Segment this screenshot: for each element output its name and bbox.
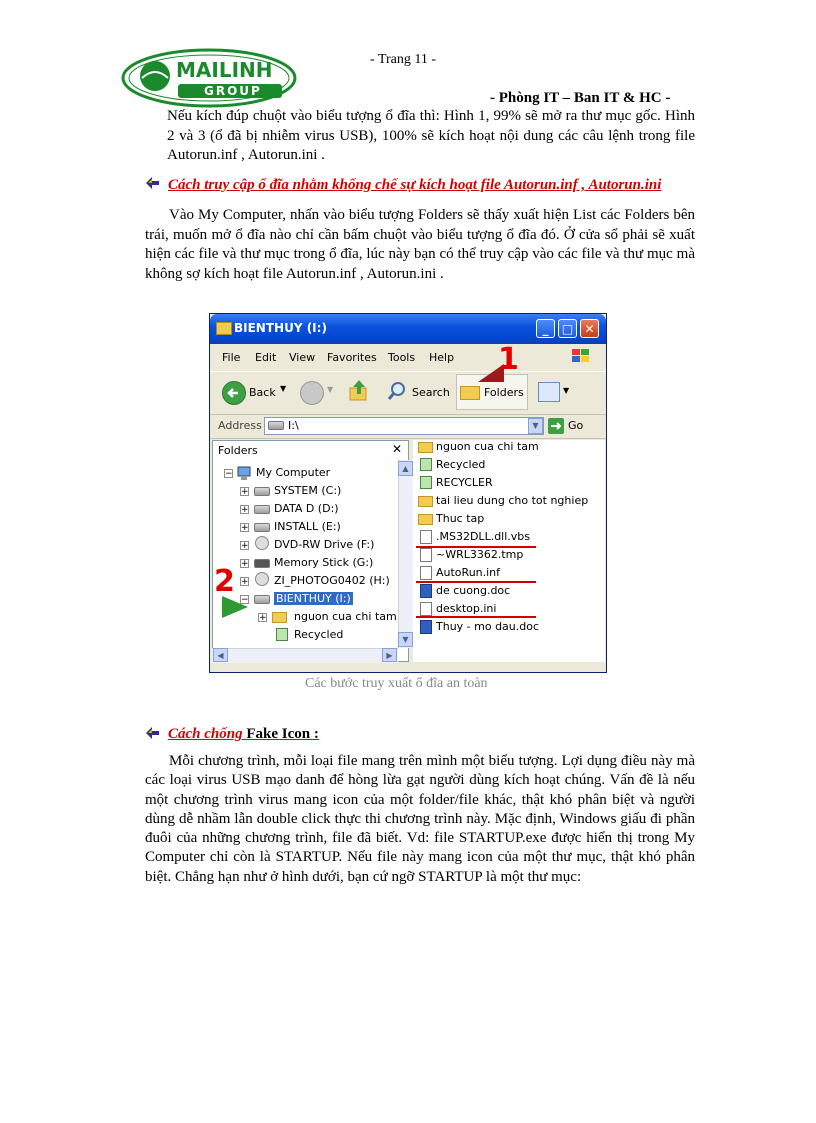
menu-edit[interactable]: Edit: [255, 351, 277, 364]
expand-icon[interactable]: +: [241, 505, 249, 515]
forward-dropdown-icon[interactable]: ▼: [327, 385, 334, 394]
views-icon[interactable]: [538, 382, 560, 402]
tree-item-system[interactable]: SYSTEM (C:): [274, 484, 342, 497]
menu-view[interactable]: View: [289, 351, 316, 364]
figure-caption: Các bước truy xuất ổ đĩa an toàn: [305, 676, 488, 691]
drive-icon: [254, 523, 270, 532]
section-heading-access: Cách truy cập ổ đĩa nhằm khống chế sự kích hoạt file Autorun.inf , Autorun.ini: [168, 177, 662, 193]
forward-arrow-icon[interactable]: [300, 381, 324, 405]
word-doc-icon: [420, 584, 432, 598]
menu-tools[interactable]: Tools: [388, 351, 416, 364]
tree-item-recycled[interactable]: Recycled: [294, 628, 344, 641]
highlight-underline: [416, 581, 536, 583]
scroll-up-icon[interactable]: ▲: [398, 461, 413, 476]
folders-pane-title: Folders: [218, 444, 258, 457]
menu-favorites[interactable]: Favorites: [327, 351, 377, 364]
maximize-button[interactable]: □: [558, 319, 577, 338]
folder-icon: [418, 514, 433, 525]
marker-one: 1: [498, 342, 519, 377]
tree-item-my-computer[interactable]: My Computer: [256, 466, 331, 479]
window-title: BIENTHUY (I:): [234, 321, 327, 335]
go-button[interactable]: Go: [568, 419, 584, 432]
tree-item-dvd[interactable]: DVD-RW Drive (F:): [274, 538, 375, 551]
tree-item-install[interactable]: INSTALL (E:): [274, 520, 341, 533]
file-item[interactable]: ~WRL3362.tmp: [436, 548, 524, 561]
up-folder-icon[interactable]: [347, 378, 371, 404]
close-pane-icon[interactable]: ✕: [392, 442, 403, 456]
search-button[interactable]: Search: [412, 386, 450, 399]
tree-item-bienthuy[interactable]: BIENTHUY (I:): [276, 592, 351, 605]
intro-paragraph: Nếu kích đúp chuột vào biểu tượng ổ đĩa thì: Hình 1, 99% sẽ mở ra thư mục gốc. Hình 2 và 3 (ổ đã bị nhiễm virus USB), 100% sẽ kích hoạt nội dung các câu lệnh trong file Autorun.inf , Autorun.ini .: [167, 108, 695, 163]
address-dropdown-icon[interactable]: ▼: [528, 418, 543, 434]
file-item[interactable]: Thuy - mo dau.doc: [436, 620, 540, 633]
views-dropdown-icon[interactable]: ▼: [563, 386, 570, 395]
recycle-bin-icon: [420, 476, 432, 489]
file-item[interactable]: de cuong.doc: [436, 584, 511, 597]
expand-icon[interactable]: +: [241, 559, 249, 569]
folders-button-label: Folders: [484, 386, 524, 399]
tree-item-nguon[interactable]: nguon cua chi tam: [294, 610, 397, 623]
bullet-icon: [145, 176, 160, 190]
go-arrow-icon[interactable]: [548, 418, 564, 434]
pointer-arrow-icon: [220, 594, 250, 620]
tree-item-data-d[interactable]: DATA D (D:): [274, 502, 339, 515]
section-heading-fake-icon: [168, 726, 319, 743]
drive-icon: [254, 505, 270, 514]
bullet-icon: [145, 726, 160, 740]
close-button[interactable]: ✕: [580, 319, 599, 338]
folder-icon: [216, 322, 232, 335]
scroll-right-icon[interactable]: ▶: [382, 648, 397, 662]
file-item[interactable]: .MS32DLL.dll.vbs: [436, 530, 531, 543]
minimize-button[interactable]: _: [536, 319, 555, 338]
dvd-drive-icon: [255, 536, 269, 550]
logo-text: MAILINH: [176, 58, 273, 82]
expand-icon[interactable]: +: [259, 613, 267, 623]
folder-icon: [418, 442, 433, 453]
expand-icon[interactable]: +: [241, 541, 249, 551]
windows-flag-icon: [570, 347, 592, 365]
department-label: - Phòng IT – Ban IT & HC -: [490, 90, 671, 106]
file-item[interactable]: tai lieu dung cho tot nghiep: [436, 494, 589, 507]
expand-icon[interactable]: +: [241, 577, 249, 587]
inf-file-icon: [420, 566, 432, 580]
page-number: - Trang 11 -: [370, 52, 436, 67]
back-dropdown-icon[interactable]: ▼: [280, 384, 287, 393]
menu-file[interactable]: File: [222, 351, 241, 364]
company-logo: [120, 48, 298, 108]
file-item[interactable]: Recycled: [436, 458, 486, 471]
recycle-bin-icon: [420, 458, 432, 471]
ini-file-icon: [420, 602, 432, 616]
cd-drive-icon: [255, 572, 269, 586]
expand-icon[interactable]: +: [241, 523, 249, 533]
address-input[interactable]: [264, 417, 544, 435]
file-item[interactable]: RECYCLER: [436, 476, 493, 489]
section-body-access: Vào My Computer, nhấn vào biểu tượng Folders sẽ thấy xuất hiện List các Folders bên trái, muốn mở ổ đĩa nào chỉ cần bấm chuột vào biểu tượng ổ đĩa đó. Ở cửa sổ phải sẽ xuất hiện các file và thư mục trong ổ đĩa, lúc này bạn có thể truy cập vào các file và thư mục mà không sợ kích hoạt file Autorun.inf , Autorun.ini .: [145, 207, 695, 282]
file-item[interactable]: desktop.ini: [436, 602, 497, 615]
folder-icon: [272, 612, 287, 623]
heading-red-part: Cách chống: [168, 726, 247, 742]
highlight-underline: [416, 616, 536, 618]
tree-item-zi-photog[interactable]: ZI_PHOTOG0402 (H:): [274, 574, 390, 587]
search-icon[interactable]: [386, 380, 408, 402]
file-item[interactable]: AutoRun.inf: [436, 566, 501, 579]
script-file-icon: [420, 530, 432, 544]
drive-icon: [254, 595, 270, 604]
logo-group-text: GROUP: [204, 84, 262, 98]
tree-item-memory-stick[interactable]: Memory Stick (G:): [274, 556, 374, 569]
heading-black-part: Fake Icon :: [246, 726, 319, 742]
marker-two: 2: [214, 564, 235, 599]
explorer-window: [209, 313, 607, 673]
word-doc-icon: [420, 620, 432, 634]
highlight-underline: [416, 546, 536, 548]
file-item[interactable]: Thuc tap: [436, 512, 485, 525]
memory-stick-icon: [254, 559, 270, 568]
section-body-fake-icon: Mỗi chương trình, mỗi loại file mang trên mình một biểu tượng. Lợi dụng điều này mà các loại virus USB mạo danh để hòng lừa gạt người dùng kích hoạt chúng. Vấn đề là nếu một chương trình virus mang icon của một folder/file khác, thật khó phân biệt và người dùng dễ nhầm lẫn double click thực thi chương trình này. Mặc định, Windows giấu đi phần đuôi của những chương trình, file đã biết. Vd: file STARTUP.exe được hiển thị trong My Computer chỉ còn là STARTUP. Nếu file này mang icon của một thư mục, thật khó phân biệt. Chẳng hạn như ở hình dưới, bạn cứ ngỡ STARTUP là một thư mục:: [145, 753, 695, 885]
tree-hscrollbar[interactable]: [212, 648, 398, 663]
tree-scrollbar[interactable]: [398, 460, 414, 648]
folders-icon: [460, 386, 480, 400]
expand-icon[interactable]: +: [241, 487, 249, 497]
menu-help[interactable]: Help: [429, 351, 455, 364]
scroll-left-icon[interactable]: ◀: [213, 648, 228, 662]
file-item[interactable]: nguon cua chi tam: [436, 440, 539, 453]
my-computer-icon: [236, 465, 252, 481]
back-arrow-icon[interactable]: [222, 381, 246, 405]
back-button[interactable]: Back: [249, 386, 276, 399]
folder-icon: [418, 496, 433, 507]
address-value: I:\: [288, 419, 299, 432]
collapse-icon[interactable]: −: [225, 469, 233, 479]
drive-icon: [254, 487, 270, 496]
scroll-down-icon[interactable]: ▼: [398, 632, 413, 647]
tmp-file-icon: [420, 548, 432, 562]
address-label: Address: [218, 419, 262, 432]
recycle-bin-icon: [276, 628, 288, 641]
collapse-icon[interactable]: −: [241, 595, 249, 605]
drive-icon: [268, 421, 284, 430]
